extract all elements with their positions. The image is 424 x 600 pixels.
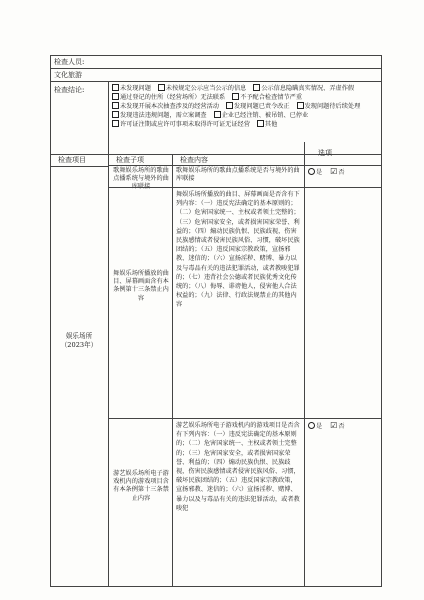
conclusion-option[interactable]: 企业已经注销、被吊销、已停业: [214, 111, 309, 120]
conclusion-option[interactable]: 发现违法违规问题，需立案调查: [112, 111, 207, 120]
conclusion-option[interactable]: 通过登记的住所（经营场所）无法联系: [112, 93, 225, 102]
header-options: 选项: [318, 149, 332, 157]
check-icon: ☑: [330, 167, 338, 176]
conclusion-options: [112, 84, 380, 129]
row-content-1: 歌舞娱乐场所的歌曲点播系统是否与境外的曲库联接: [176, 167, 300, 183]
header-item: 检查项目: [58, 156, 86, 164]
conclusion-option[interactable]: 发现问题已责令改正: [226, 102, 290, 111]
row-options-3: 是 ☑否: [308, 422, 345, 431]
header-content: 检查内容: [180, 156, 208, 164]
conclusion-option[interactable]: 许可证注期或应许可事项未取得许可证无证经营: [112, 120, 250, 129]
row-content-2: 舞娱乐场所播放的曲目、屏幕画面是否含有下列内容：（一）违反宪法确定的基本原则的；（二）危害国家统一、主权或者领土完整的；（三）危害国家安全，或者损害国家荣誉、利益的；（四）煽动民族仇恨、民族歧视，伤害民族感情或者侵害民族风俗、习惯，破坏民族团结的；（五）违反国家宗教政策，宣扬邪教、迷信的；（六）宣扬淫秽、赌博、暴力以及与毒品有关的违法犯罪活动，或者教唆犯罪的；（七）违背社会公德或者民族优秀文化传统的；（八）侮辱、诽谤他人，侵害他人合法权益的；（九）法律、行政法规禁止的其他内容: [176, 191, 300, 309]
option-yes[interactable]: [308, 422, 315, 429]
conclusion-option[interactable]: 未发现问题: [112, 84, 151, 93]
check-icon: ☑: [330, 421, 338, 430]
category-label: 娱乐场所 （2023年）: [60, 332, 98, 349]
row-options-1: 是 ☑否: [308, 168, 345, 177]
row-sub-3: 游艺娱乐场所电子游戏机内的游戏项目含有本条例第十三条禁止内容: [113, 470, 169, 502]
inspector-label: 检查人员:: [54, 58, 85, 66]
conclusion-option[interactable]: 公示信息隐瞒真实情况、弄虚作假: [253, 84, 354, 93]
row-content-3: 游艺娱乐场所电子游戏机内的游戏项目是否含有下列内容：（一）违反宪法确定的基本原则的；（二）危害国家统一、主权或者领土完整的；（三）危害国家安全，或者损害国家荣誉、利益的；（四）煽动民族仇恨、民族歧视，伤害民族感情或者侵害民族风俗、习惯，破坏民族团结的；（五）违反国家宗教政策，宣扬邪教、迷信的；（六）宣扬淫秽、赌博、暴力以及与毒品有关的违法犯罪活动，或者教唆犯: [176, 422, 300, 512]
conclusion-option[interactable]: 发现问题待后续处理: [297, 102, 361, 111]
conclusion-option[interactable]: 不予配合检查情节严重: [232, 93, 302, 102]
conclusion-label: 检查结论:: [54, 86, 85, 94]
conclusion-option[interactable]: 未按规定公示应当公示的信息: [158, 84, 246, 93]
row-sub-2: 舞娱乐场所播放的曲目、屏幕画面含有本条例第十三条禁止内容: [113, 270, 169, 302]
conclusion-option[interactable]: 未发现开展本次抽查涉及的经营活动: [112, 102, 219, 111]
section-title: 文化旅游: [54, 71, 82, 79]
option-yes[interactable]: [308, 168, 315, 175]
row-sub-1: 歌舞娱乐场所的歌曲点播系统与境外的曲库联接: [113, 167, 169, 191]
header-sub: 检查子项: [116, 156, 144, 164]
conclusion-option[interactable]: 其他: [257, 120, 277, 129]
